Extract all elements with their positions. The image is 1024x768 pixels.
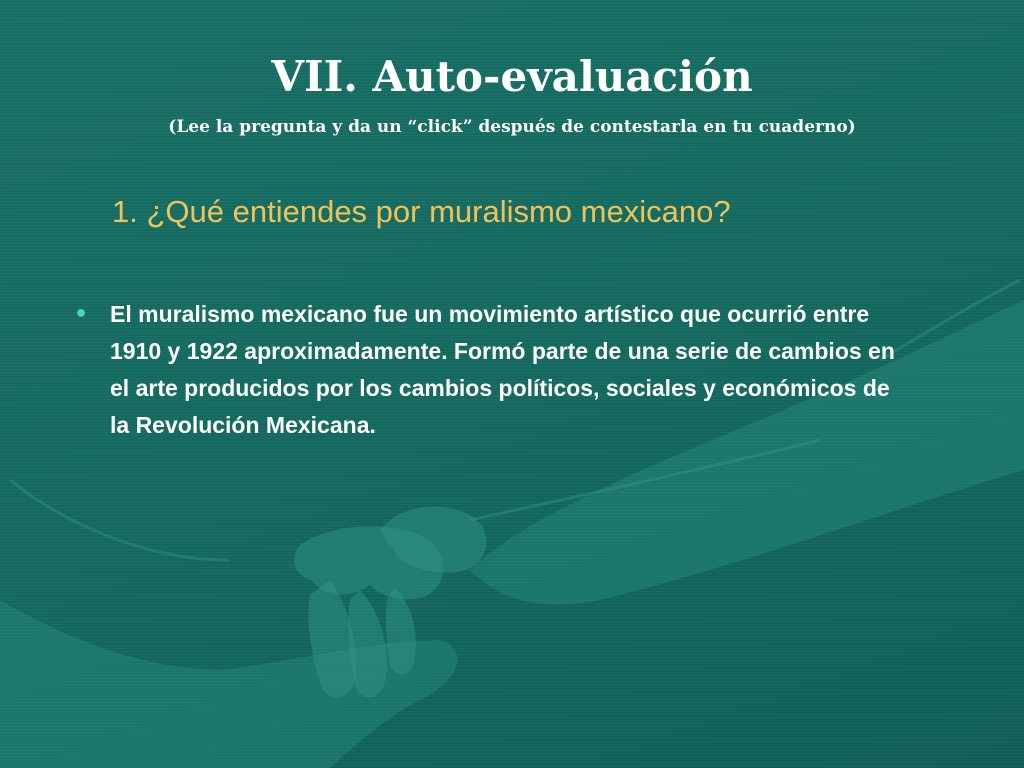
slide-subtitle: (Lee la pregunta y da un “click” después de contestarla en tu cuaderno) [168,117,856,137]
answer-list [72,296,912,444]
answer-item [72,296,912,444]
question-text: 1. ¿Qué entiendes por muralismo mexicano? [112,194,731,229]
bullet-icon: • [74,302,89,327]
slide-title: VII. Auto-evaluación [271,52,753,101]
answer-text: El muralismo mexicano fue un movimiento artístico que ocurrió entre 1910 y 1922 aproximadamente. Formó parte de una serie de cambios en el arte producidos por los cambios políticos, sociales y económicos de la Revolución Mexicana. [110,301,895,438]
